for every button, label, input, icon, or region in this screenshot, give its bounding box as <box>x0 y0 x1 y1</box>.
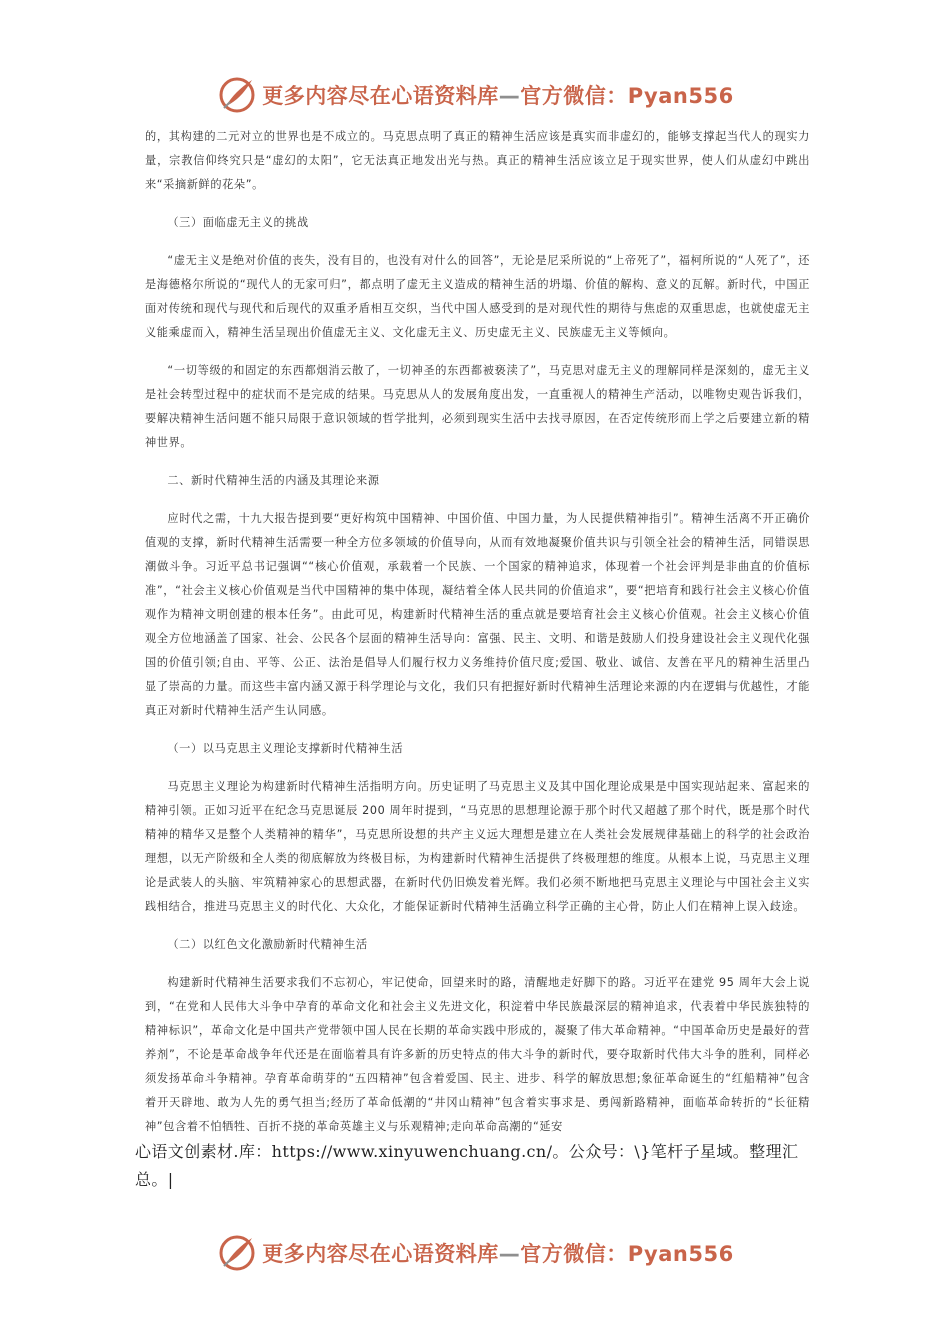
body-paragraph: “一切等级的和固定的东西都烟消云散了，一切神圣的东西都被亵渎了”，马克思对虚无主义的理解同样是深刻的，虚无主义是社会转型过程中的症状而不是完成的结果。马克思从人的发展角度出发，一直重视人的精神生产活动，以唯物史观告诉我们，要解决精神生活问题不能只局限于意识领域的哲学批判，必须到现实生活中去找寻原因，在否定传统形而上学之后要建立新的精神世界。 <box>145 364 810 449</box>
body-paragraph: 的，其构建的二元对立的世界也是不成立的。马克思点明了真正的精神生活应该是真实而非虚幻的，能够支撑起当代人的现实力量，宗教信仰终究只是“虚幻的太阳”，它无法真正地发出光与热。真正的精神生活应该立足于现实世界，使人们从虚幻中跳出来“采摘新鲜的花朵”。 <box>145 130 810 191</box>
page-footer <box>0 1228 950 1278</box>
section-heading: （二）以红色文化激励新时代精神生活 <box>167 938 368 951</box>
brand-main: 更多内容尽在心语资料库 <box>262 84 499 108</box>
document-body <box>145 125 810 1153</box>
brand-main: 更多内容尽在心语资料库 <box>262 1242 499 1266</box>
brand-suffix: 官方微信：Pyan556 <box>520 84 734 108</box>
body-paragraph: “虚无主义是绝对价值的丧失，没有目的，也没有对什么的回答”，无论是尼采所说的“上帝死了”，福柯所说的“人死了”，还是海德格尔所说的“现代人的无家可归”，都点明了虚无主义造成的精神生活的坍塌、价值的解构、意义的瓦解。新时代，中国正面对传统和现代与现代和后现代的双重矛盾相互交织，当代中国人感受到的是对现代性的期待与焦虑的双重思虑，也就使虚无主义能乘虚而入，精神生活呈现出价值虚无主义、文化虚无主义、历史虚无主义、民族虚无主义等倾向。 <box>145 254 810 339</box>
quill-logo-icon <box>216 1232 258 1274</box>
body-paragraph: 应时代之需，十九大报告提到要“更好构筑中国精神、中国价值、中国力量，为人民提供精神指引”。精神生活离不开正确价值观的支撑，新时代精神生活需要一种全方位多领域的价值导向，从而有效地凝聚价值共识与引领全社会的精神生活，同错误思潮做斗争。习近平总书记强调““核心价值观，承载着一个民族、一个国家的精神追求，体现着一个社会评判是非曲直的价值标准”，“社会主义核心价值观是当代中国精神的集中体现，凝结着全体人民共同的价值追求”，要“把培育和践行社会主义核心价值观作为精神文明创建的根本任务”。由此可见，构建新时代精神生活的重点就是要培育社会主义核心价值观。社会主义核心价值观全方位地涵盖了国家、社会、公民各个层面的精神生活导向：富强、民主、文明、和谐是鼓励人们投身建设社会主义现代化强国的价值引领;自由、平等、公正、法治是倡导人们履行权力义务维持价值尺度;爱国、敬业、诚信、友善在平凡的精神生活里凸显了崇高的力量。而这些丰富内涵又源于科学理论与文化，我们只有把握好新时代精神生活理论来源的内在逻辑与优越性，才能真正对新时代精神生活产生认同感。 <box>145 512 810 717</box>
body-paragraph: 构建新时代精神生活要求我们不忘初心，牢记使命，回望来时的路，清醒地走好脚下的路。习近平在建党 95 周年大会上说到，“在党和人民伟大斗争中孕育的革命文化和社会主义先进文化，积淀着中华民族最深层的精神追求，代表着中华民族独特的精神标识”，革命文化是中国共产党带领中国人民在长期的革命实践中形成的，凝聚了伟大革命精神。“中国革命历史是最好的营养剂”，不论是革命战争年代还是在面临着具有许多新的历史特点的伟大斗争的新时代，要夺取新时代伟大斗争的胜利，同样必须发扬革命斗争精神。孕育革命萌芽的“五四精神”包含着爱国、民主、进步、科学的解放思想;象征革命诞生的“红船精神”包含着开天辟地、敢为人先的勇气担当;经历了革命低潮的“井冈山精神”包含着实事求是、勇闯新路精神，面临革命转折的“长征精神”包含着不怕牺牲、百折不挠的革命英雄主义与乐观精神;走向革命高潮的“延安 <box>145 976 810 1133</box>
section-heading: （三）面临虚无主义的挑战 <box>167 216 309 229</box>
brand-banner <box>262 80 733 110</box>
brand-banner <box>262 1238 733 1268</box>
body-paragraph: 马克思主义理论为构建新时代精神生活指明方向。历史证明了马克思主义及其中国化理论成果是中国实现站起来、富起来的精神引领。正如习近平在纪念马克思诞辰 200 周年时提到，“马克思的思想理论源于那个时代又超越了那个时代，既是那个时代精神的精华又是整个人类精神的精华”，马克思所设想的共产主义远大理想是建立在人类社会发展规律基础上的科学的社会政治理想，以无产阶级和全人类的彻底解放为终极目标，为构建新时代精神生活提供了终极理想的维度。从根本上说，马克思主义理论是武装人的头脑、牢筑精神家心的思想武器，在新时代仍旧焕发着光辉。我们必须不断地把马克思主义理论与中国社会主义实践相结合，推进马克思主义的时代化、大众化，才能保证新时代精神生活确立科学正确的主心骨，防止人们在精神上误入歧途。 <box>145 780 810 913</box>
quill-logo-icon <box>216 74 258 116</box>
brand-suffix: 官方微信：Pyan556 <box>520 1242 734 1266</box>
page-header <box>0 70 950 120</box>
section-heading: 二、新时代精神生活的内涵及其理论来源 <box>167 474 380 487</box>
section-heading: （一）以马克思主义理论支撑新时代精神生活 <box>167 742 404 755</box>
brand-separator: — <box>498 1242 521 1266</box>
source-note: 心语文创素材.库：https://www.xinyuwenchuang.cn/。公众号：\}笔杆子星域。整理汇总。| <box>135 1142 799 1189</box>
brand-separator: — <box>498 84 521 108</box>
